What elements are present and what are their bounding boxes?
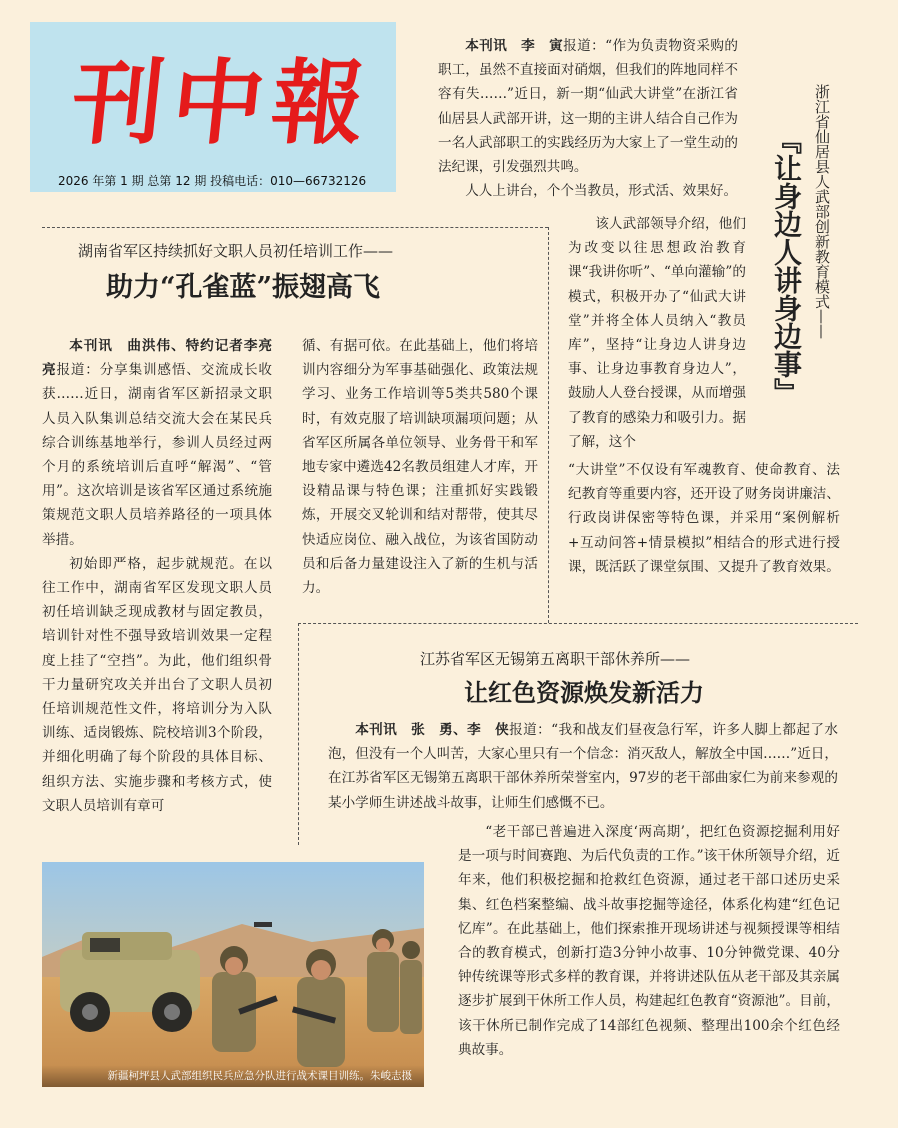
- story2-top-text: [438, 34, 738, 203]
- story3-kicker: 江苏省军区无锡第五离职干部休养所——: [420, 650, 691, 668]
- story1-inner-rule: [298, 623, 299, 845]
- training-scene-image: [42, 862, 424, 1087]
- story3-para2: “老干部已普遍进入深度‘两高期’，把红色资源挖掘利用好是一项与时间赛跑、为后代负责的工作。”该干休所领导介绍，近年来，他们积极挖掘和抢救红色资源，通过老干部口述历史采集、红色档案整编、战斗故事挖掘等途径，体系化构建“红色记忆库”。在此基础上，他们探索推开现场讲述与视频授课等相结合的教育模式，创新打造3分钟小故事、10分钟微党课、40分钟传统课等形式多样的教育课，并将讲述队伍从老干部及其亲属逐步扩展到干休所工作人员，构建起红色教育“资源池”。目前，该干休所已制作完成了14部红色视频、整理出100余个红色经典故事。: [458, 824, 840, 1058]
- story2-para1: 本刊讯 李 寅报道：“作为负责物资采购的职工，虽然不直接面对硝烟，但我们的阵地同样不容有失……”近日，新一期“仙武大讲堂”在浙江省仙居县人武部开讲，这一期的主讲人结合自己作为一名人武部职工的实践经历为大家上了一堂生动的法纪课，引发强烈共鸣。: [438, 38, 739, 176]
- news-photo: [42, 862, 424, 1087]
- newspaper-logo: 刊中報: [66, 50, 378, 157]
- story1-headline: 助力“孔雀蓝”振翅高飞: [106, 272, 381, 303]
- issue-info: 2026 年第 1 期 总第 12 期 投稿电话：010—66732126: [58, 174, 367, 188]
- story1-para2: 初始即严格，起步就规范。在以往工作中，湖南省军区发现文职人员初任培训缺乏现成教材与固定教员，培训针对性不强导致培训效果一定程度上挂了“空挡”。为此，他们组织骨干力量研究攻关并出台了文职人员初任培训规范性文件，将培训分为入队训练、适岗锻炼、院校培训3个阶段，并细化明确了每个阶段的具体目标、组织方法、实施步骤和考核方式，使文职人员培训有章可: [42, 555, 272, 814]
- story1-kicker: 湖南省军区持续抓好文职人员初任培训工作——: [78, 242, 394, 260]
- story1-column2: [302, 334, 538, 600]
- story1-column1: [42, 334, 272, 818]
- story1-para3: 循、有据可依。在此基础上，他们将培训内容细分为军事基础强化、政策法规学习、业务工作培训等5类共580个课时，有效克服了培训缺项漏项问题；从省军区所属各单位领导、业务骨干和军地专家中遴选42名教员组建人才库，开设精品课与特色课；注重抓好实践锻炼，开展交叉轮训和结对帮带，使其尽快适应岗位、融入战位，为该省国防动员和后备力量建设注入了新的生机与活力。: [302, 338, 538, 597]
- story2-kicker: 浙江省仙居县人武部创新教育模式——: [813, 84, 831, 339]
- story1-top-rule: [42, 227, 548, 228]
- story2-narrow-column: [568, 212, 746, 454]
- story3-top-text: [328, 718, 838, 815]
- story3-bottom-text: [458, 820, 840, 1062]
- masthead: [30, 22, 396, 192]
- photo-caption: 新疆柯坪县人武部组织民兵应急分队进行战术课目训练。朱峻志摄: [42, 1065, 424, 1087]
- story2-wide-column: [568, 458, 840, 579]
- story2-headline: 『让身边人讲身边事』: [770, 126, 803, 406]
- story1-para1: 本刊讯 曲洪伟、特约记者李亮亮报道：分享集训感悟、交流成长收获……近日，湖南省军区新招录文职人员入队集训总结交流大会在某民兵综合训练基地举行，参训人员经过两个月的系统培训后直呼“解渴”、“管用”。这次培训是该省军区通过系统施策规范文职人员培养路径的一项具体举措。: [42, 338, 273, 548]
- story3-para1: 本刊讯 张 勇、李 侠报道：“我和战友们昼夜急行军，许多人脚上都起了水泡，但没有一个人叫苦，大家心里只有一个信念：消灭敌人，解放全中国……”近日，在江苏省军区无锡第五离职干部休养所荣誉室内，97岁的老干部曲家仁为前来参观的某小学师生讲述战斗故事，让师生们感慨不已。: [328, 722, 839, 811]
- story2-para2: 人人上讲台，个个当教员，形式活、效果好。: [465, 183, 738, 200]
- story2-para3: 该人武部领导介绍，他们为改变以往思想政治教育课“我讲你听”、“单向灌输”的模式，积极开办了“仙武大讲堂”并将全体人员纳入“教员库”，坚持“让身边人讲身边事、让身边事教育身边人”，鼓励人人登台授课，从而增强了教育的感染力和吸引力。据了解，这个: [568, 216, 746, 450]
- story3-top-rule: [298, 623, 858, 624]
- story2-para3-cont: “大讲堂”不仅设有军魂教育、使命教育、法纪教育等重要内容，还开设了财务岗讲廉洁、行政岗讲保密等特色课，并采用“案例解析+互动问答+情景模拟”相结合的形式进行授课，既活跃了课堂氛围、又提升了教育效果。: [568, 462, 840, 575]
- story1-right-rule: [548, 227, 549, 623]
- story3-headline: 让红色资源焕发新活力: [464, 678, 704, 707]
